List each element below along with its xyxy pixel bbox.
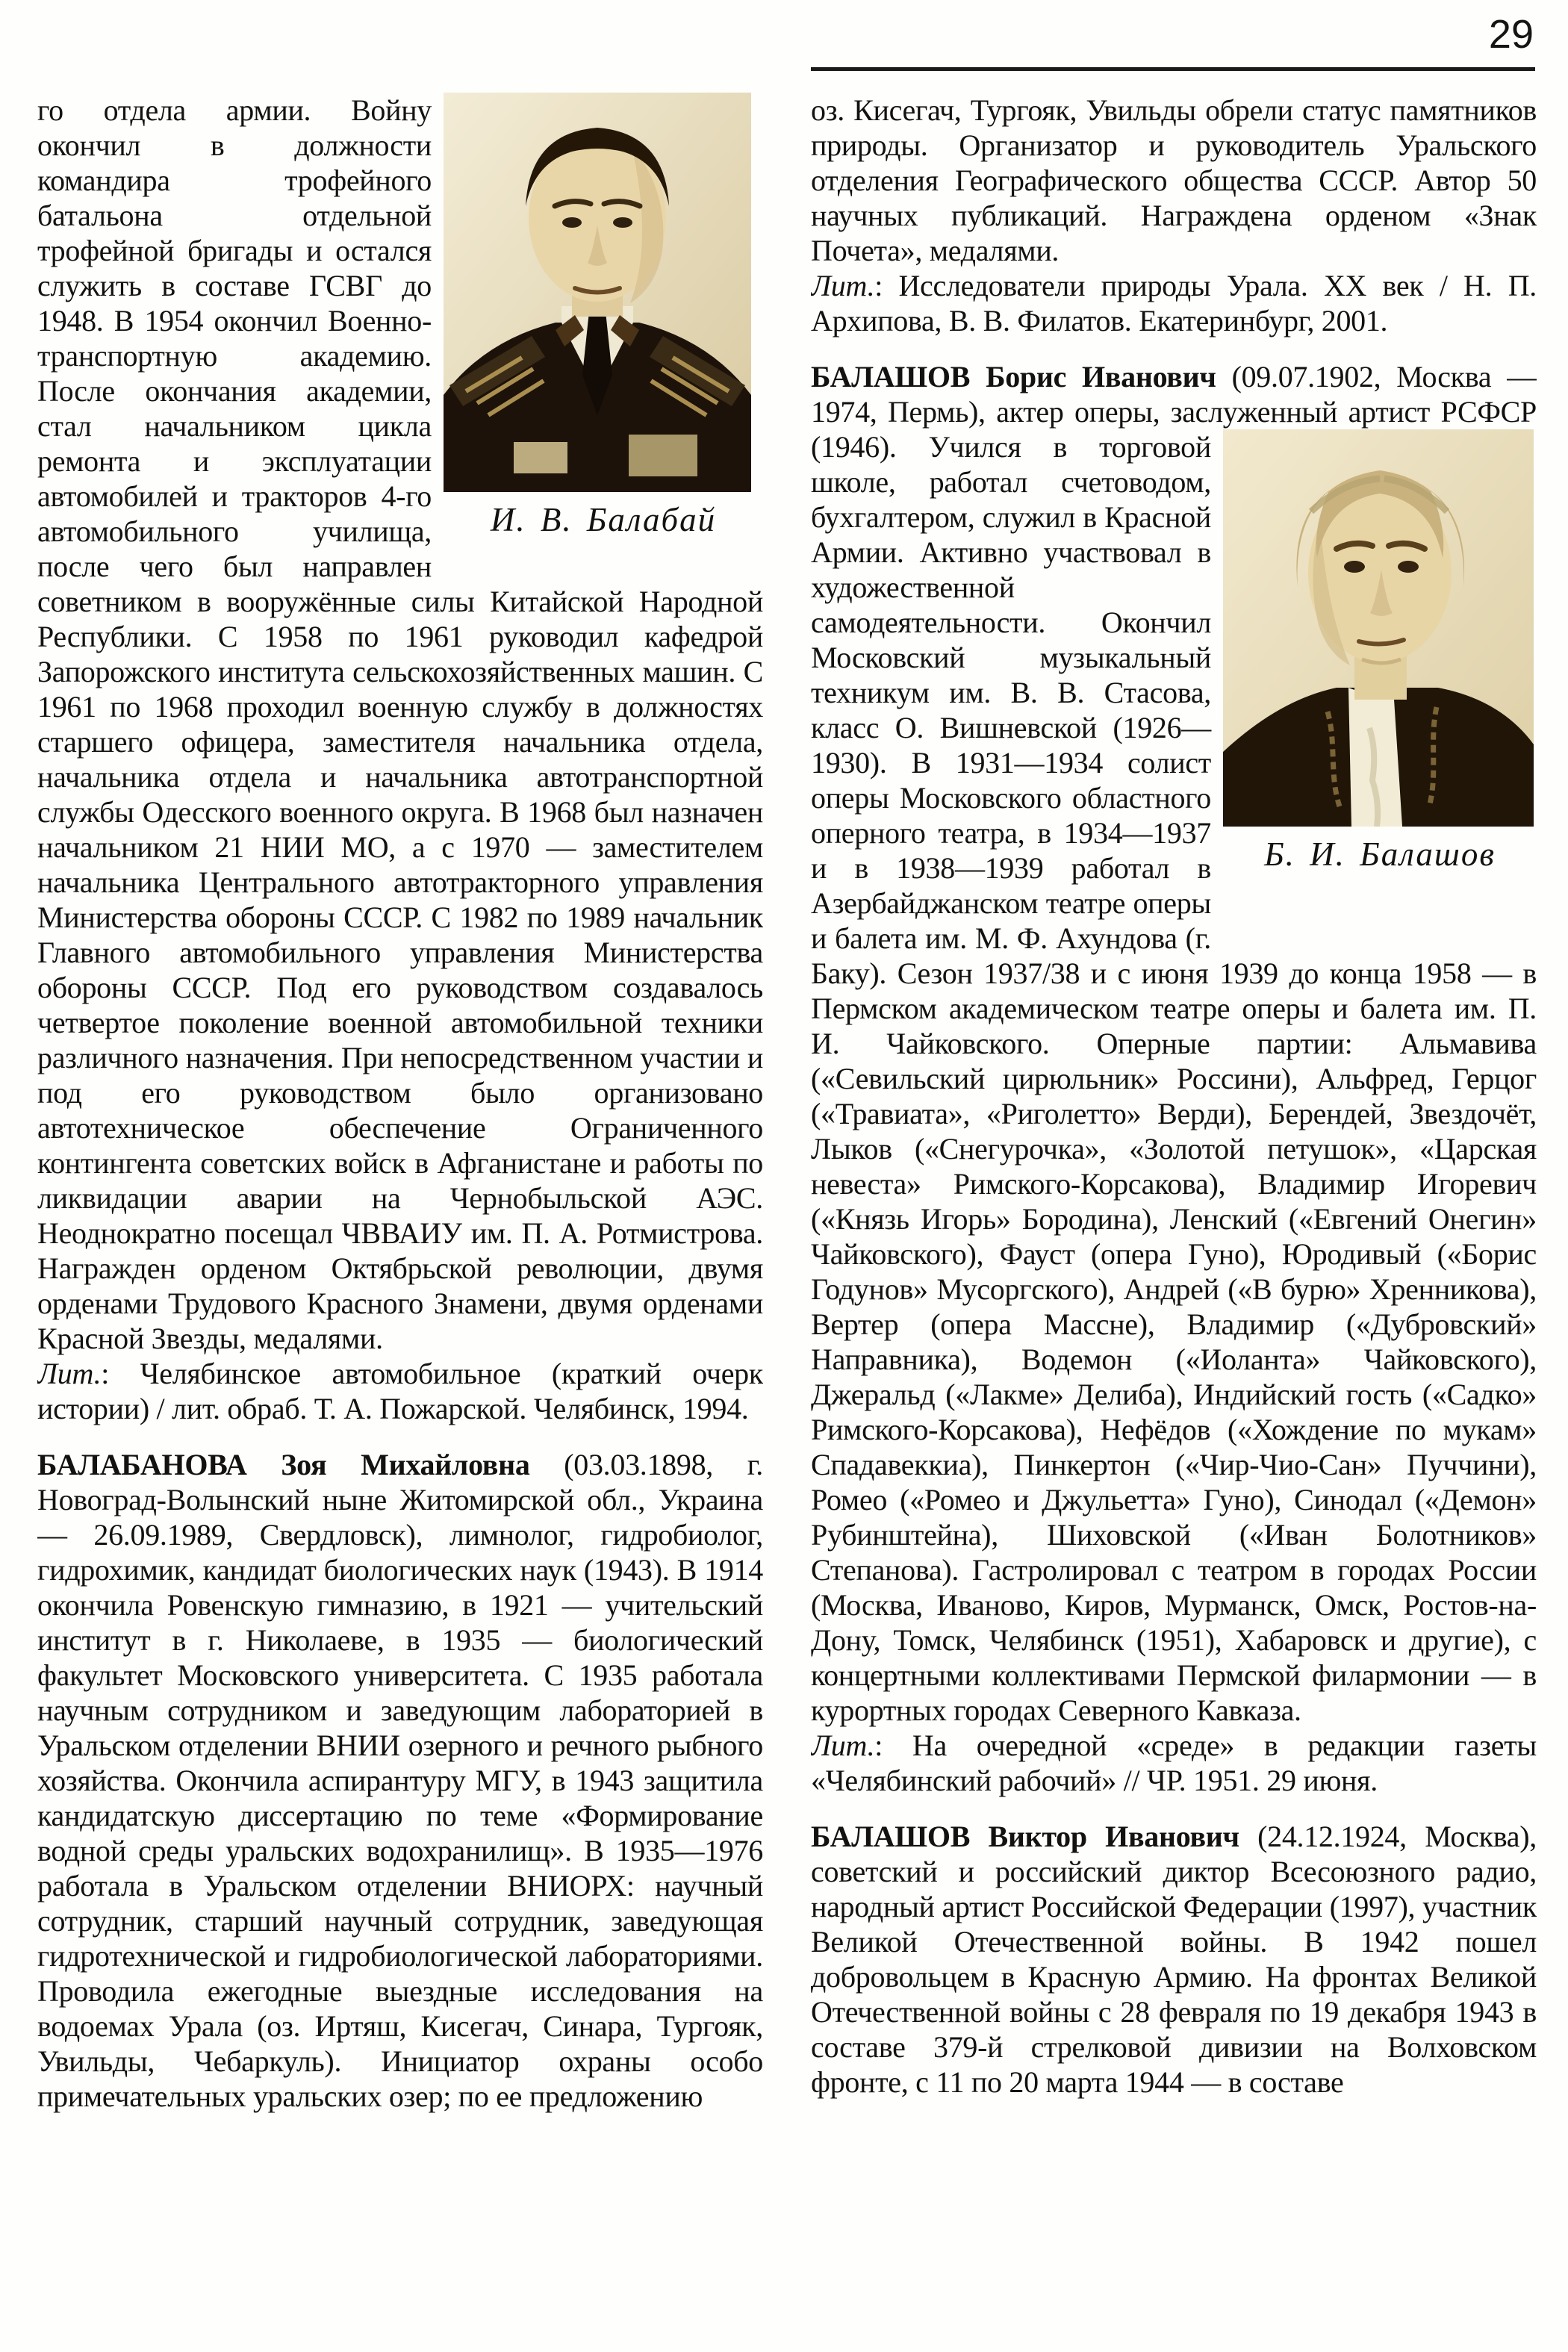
balashov-portrait-photo bbox=[1223, 429, 1537, 827]
right-column bbox=[811, 93, 1537, 2100]
lit-label: Лит. bbox=[811, 269, 875, 302]
balabai-portrait-illustration bbox=[444, 93, 751, 492]
balabanova-entry-continuation bbox=[811, 93, 1537, 268]
lit-text: : На очередной «среде» в редакции газеты «Челябинский рабочий» // ЧР. 1951. 29 июня. bbox=[811, 1729, 1537, 1797]
balabai-entry-text: го отдела армии. Войну окончил в должности командира трофейного батальона отдельной трофейной бригады и остался служить в составе ГСВГ до 1948. В 1954 окончил Военно-транспортную академию. После окончания академии, стал начальником цикла ремонта и эксплуатации автомобилей и тракторов 4-го автомобильного училища, после чего был направлен советником в вооружённые силы Китайской Народной Республики. С 1958 по 1961 руководил кафедрой Запорожского института сельскохозяйственных машин. С 1961 по 1968 проходил военную службу в должностях старшего офицера, заместителя начальника отдела, начальника отдела и начальника автотранспортной службы Одесского военного округа. В 1968 был назначен начальником 21 НИИ МО, а с 1970 — заместителем начальника Центрального автотракторного управления Министерства обороны СССР. С 1982 по 1989 начальник Главного автомобильного управления Министерства обороны СССР. Под его руководством создавалось четвертое поколение военной автомобильной техники различного назначения. При непосредственном участии и под его руководством было организовано автотехническое обеспечение Ограниченного контингента советских войск в Афганистане и работы по ликвидации аварии на Чернобыльской АЭС. Неоднократно посещал ЧВВАИУ им. П. А. Ротмистрова. Награжден орденом Октябрьской революции, двумя орденами Трудового Красного Знамени, двумя орденами Красной Звезды, медалями. bbox=[37, 93, 763, 1355]
balabanova-entry bbox=[37, 1447, 763, 2114]
balabanova-headword: БАЛАБАНОВА Зоя Михайловна bbox=[37, 1448, 530, 1481]
balashov-boris-headword: БАЛАШОВ Борис Иванович bbox=[811, 360, 1216, 393]
balashov-viktor-entry bbox=[811, 1819, 1537, 2100]
balabai-photo-caption: И. В. Балабай bbox=[490, 501, 717, 538]
balashov-viktor-entry-text: (24.12.1924, Москва), советский и российский диктор Всесоюзного радио, народный артист Российской Федерации (1997), участник Великой Отечественной войны. В 1942 пошел добровольцем в Красную Армию. На фронтах Великой Отечественной войны с 28 февраля по 19 декабря 1943 в составе 379-й стрелковой дивизии на Волховском фронте, с 11 по 20 марта 1944 — в составе bbox=[811, 1820, 1537, 2099]
lit-text: : Челябинское автомобильное (краткий очерк истории) / лит. обраб. Т. А. Пожарской. Челябинск, 1994. bbox=[37, 1357, 763, 1425]
left-column bbox=[37, 93, 763, 2114]
balashov-boris-entry bbox=[811, 359, 1537, 1728]
balabanova-continuation-text: оз. Кисегач, Тургояк, Увильды обрели статус памятников природы. Организатор и руководитель Уральского отделения Географического общества СССР. Автор 50 научных публикаций. Награждена орденом «Знак Почета», медалями. bbox=[811, 93, 1537, 267]
balashov-figure bbox=[1223, 429, 1537, 952]
balashov-boris-text-before-photo: (09.07.1902, Москва — 1974, Пермь), актер оперы, заслуженный bbox=[811, 360, 1537, 429]
balabai-portrait-photo bbox=[444, 93, 763, 492]
lit-label: Лит. bbox=[811, 1729, 875, 1762]
balabai-entry-continuation bbox=[37, 93, 763, 1356]
balabanova-lit-reference bbox=[811, 268, 1537, 338]
balabai-figure bbox=[444, 93, 763, 578]
lit-text: : Исследователи природы Урала. XX век / Н. П. Архипова, В. В. Филатов. Екатеринбург, 2001. bbox=[811, 269, 1537, 337]
balashov-viktor-headword: БАЛАШОВ Виктор Иванович bbox=[811, 1820, 1239, 1853]
balabanova-entry-text: (03.03.1898, г. Новоград-Волынский ныне Житомирской обл., Украина — 26.09.1989, Свердловск), лимнолог, гидробиолог, гидрохимик, кандидат биологических наук (1943). В 1914 окончила Ровенскую гимназию, в 1921 — учительский институт в г. Николаеве, в 1935 — биологический факультет Московского университета. С 1935 работала научным сотрудником и заведующим лабораторией в Уральском отделении ВНИИ озерного и речного рыбного хозяйства. Окончила аспирантуру МГУ, в 1943 защитила кандидатскую диссертацию по теме «Формирование водной среды уральских водохранилищ». В 1935—1976 работала в Уральском отделении ВНИОРХ: научный сотрудник, старший научный сотрудник, заведующая гидротехнической и гидробиологической лабораториями. Проводила ежегодные выездные исследования на водоемах Урала (оз. Иртяш, Кисегач, Синара, Тургояк, Увильды, Чебаркуль). Инициатор охраны особо примечательных уральских озер; по ее предложению bbox=[37, 1448, 763, 2113]
page-number: 29 bbox=[1488, 12, 1534, 57]
balabai-lit-reference bbox=[37, 1356, 763, 1426]
balashov-portrait-illustration bbox=[1223, 429, 1534, 827]
lit-label: Лит. bbox=[37, 1357, 102, 1390]
balashov-photo-caption: Б. И. Балашов bbox=[1264, 836, 1496, 873]
balashov-boris-text-after-photo: артист РСФСР (1946). Учился в торговой школе, работал счетоводом, бухгалтером, служил в Красной Армии. Активно участвовал в художественной самодеятельности. Окончил Московский музыкальный техникум им. В. В. Стасова, класс О. Вишневской (1926—1930). В 1931—1934 солист оперы Московского областного оперного театра, в 1934—1937 и в 1938—1939 работал в Азербайджанском театре оперы и балета им. М. Ф. Ахундова (г. Баку). Сезон 1937/38 и с июня 1939 до конца 1958 — в Пермском академическом театре оперы и балета им. П. И. Чайковского. Оперные партии: Альмавива («Севильский цирюльник» Россини), Альфред, Герцог («Травиата», «Риголетто» Верди), Берендей, Звездочёт, Лыков («Снегурочка», «Золотой петушок», «Царская невеста» Римского-Корсакова), Владимир Игоревич («Князь Игорь» Бородина), Ленский («Евгений Онегин» Чайковского), Фауст (опера Гуно), Юродивый («Борис Годунов» Мусоргского), Андрей («В бурю» Хренникова), Вертер (опера Массне), Владимир («Дубровский» Направника), Водемон («Иоланта» Чайковского), Джеральд («Лакме» Делиба), Индийский гость («Садко» Римского-Корсакова), Нефёдов («Хождение по мукам» Спадавеккиа), Пинкертон («Чир-Чио-Сан» Пуччини), Ромео («Ромео и Джульетта» Гуно), Синодал («Демон» Рубинштейна), Шиховской («Иван Болотников» Степанова). Гастролировал с театром в городах России (Москва, Иваново, Киров, Мурманск, Омск, Ростов-на-Дону, Томск, Челябинск (1951), Хабаровск и другие), с концертными коллективами Пермской филармонии — в курортных городах Северного Кавказа. bbox=[811, 395, 1537, 1727]
header-rule bbox=[811, 67, 1535, 71]
balashov-boris-lit-reference bbox=[811, 1728, 1537, 1798]
